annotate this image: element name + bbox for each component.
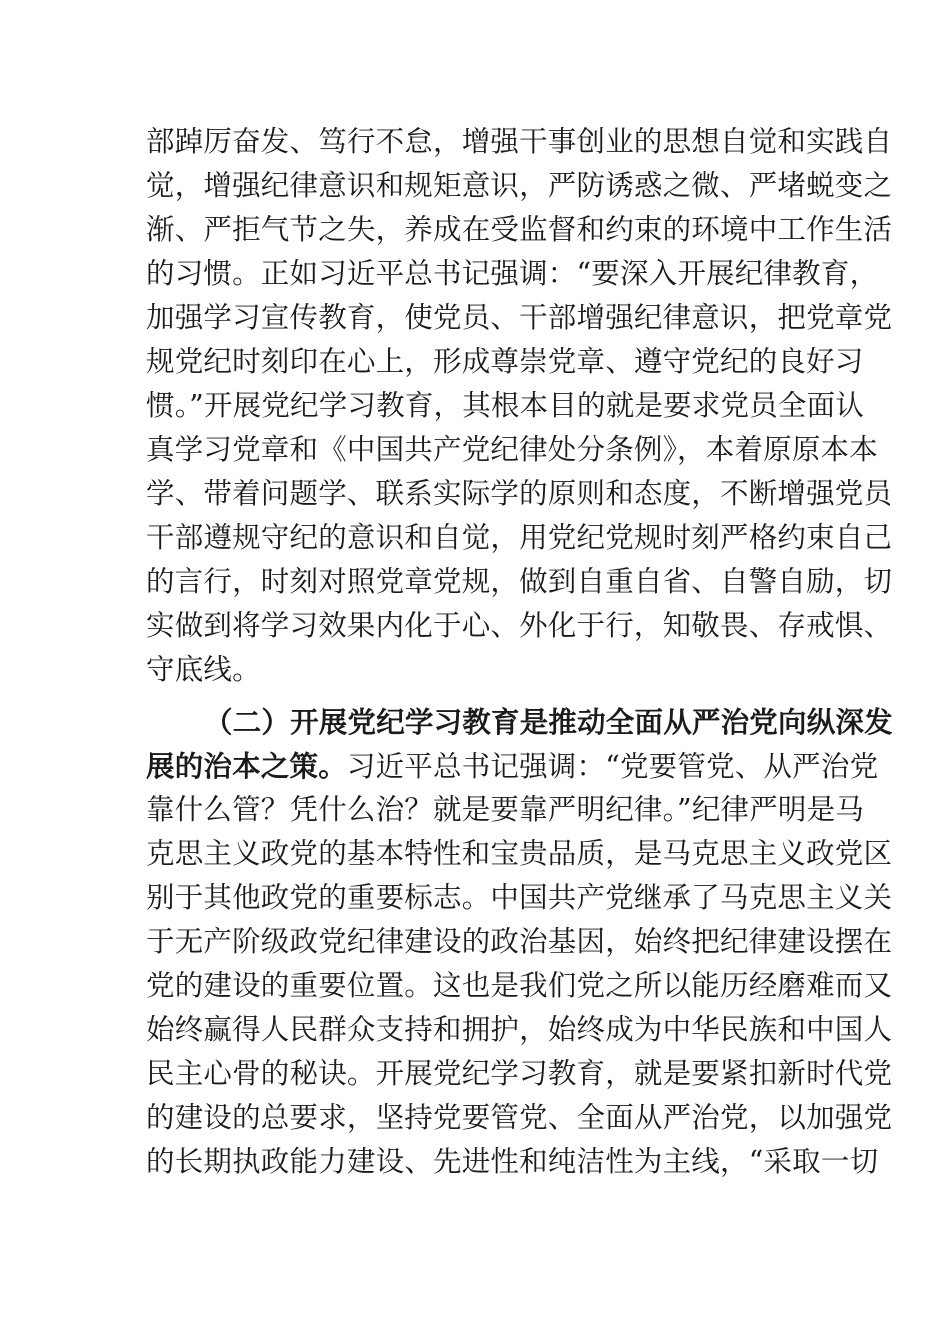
paragraph-line: 部踔厉奋发、笃行不怠，增强干事创业的思想自觉和实践自: [146, 125, 893, 158]
paragraph-line: 实做到将学习效果内化于心、外化于行，知敬畏、存戒惧、: [146, 609, 893, 642]
section-heading-continued: [146, 746, 879, 786]
paragraph-line: 别于其他政党的重要标志。中国共产党继承了马克思主义关: [146, 881, 893, 914]
paragraph-line: 党的建设的重要位置。这也是我们党之所以能历经磨难而又: [146, 969, 893, 1002]
paragraph-line: 的建设的总要求，坚持党要管党、全面从严治党，以加强党: [146, 1101, 893, 1134]
paragraph-line: 觉，增强纪律意识和规矩意识，严防诱惑之微、严堵蜕变之: [146, 169, 893, 202]
paragraph-text: 习近平总书记强调：“党要管党、从严治党: [346, 750, 879, 783]
paragraph-line: 的言行，时刻对照党章党规，做到自重自省、自警自励，切: [146, 565, 893, 598]
paragraph-line: 靠什么管？凭什么治？就是要靠严明纪律。”纪律严明是马: [146, 793, 865, 826]
paragraph-line: 学、带着问题学、联系实际学的原则和态度，不断增强党员: [146, 477, 893, 510]
paragraph-line: 的长期执政能力建设、先进性和纯洁性为主线，“采取一切: [146, 1145, 879, 1178]
paragraph-line: 加强学习宣传教育，使党员、干部增强纪律意识，把党章党: [146, 301, 893, 334]
section-heading-end: 展的治本之策。: [146, 749, 347, 783]
paragraph-line: 于无产阶级政党纪律建设的政治基因，始终把纪律建设摆在: [146, 925, 893, 958]
paragraph-line: 守底线。: [146, 653, 261, 686]
paragraph-line: 规党纪时刻印在心上，形成尊崇党章、遵守党纪的良好习: [146, 345, 864, 378]
section-heading: （二）开展党纪学习教育是推动全面从严治党向纵深发: [204, 705, 893, 739]
paragraph-line: 渐、严拒气节之失，养成在受监督和约束的环境中工作生活: [146, 213, 893, 246]
paragraph-line: 克思主义政党的基本特性和宝贵品质，是马克思主义政党区: [146, 837, 893, 870]
paragraph-line: 的习惯。正如习近平总书记强调：“要深入开展纪律教育，: [146, 257, 879, 290]
paragraph-line: 民主心骨的秘诀。开展党纪学习教育，就是要紧扣新时代党: [146, 1057, 893, 1090]
paragraph-line: 惯。”开展党纪学习教育，其根本目的就是要求党员全面认: [146, 389, 865, 422]
paragraph-line: 始终赢得人民群众支持和拥护，始终成为中华民族和中国人: [146, 1013, 893, 1046]
paragraph-line: 真学习党章和《中国共产党纪律处分条例》，本着原原本本: [146, 433, 878, 466]
paragraph-line: 干部遵规守纪的意识和自觉，用党纪党规时刻严格约束自己: [146, 521, 893, 554]
